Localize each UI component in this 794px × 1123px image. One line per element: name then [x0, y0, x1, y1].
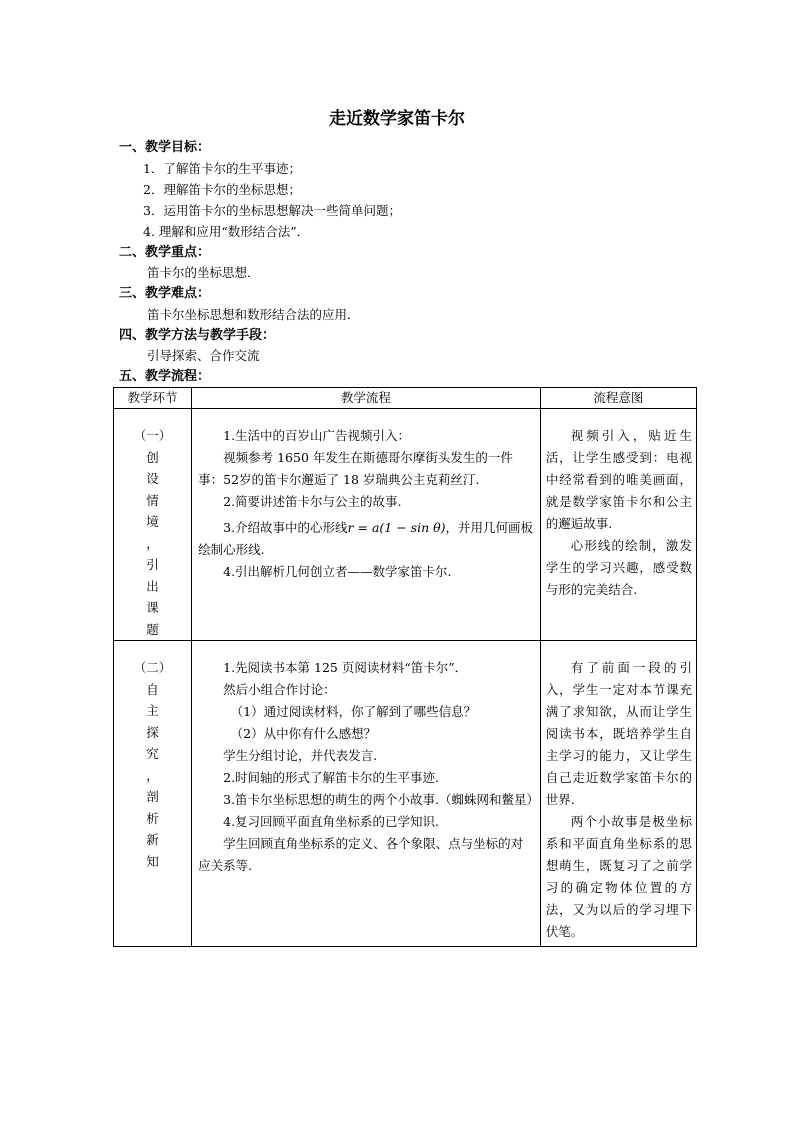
flow-heading: 五、教学流程：	[119, 369, 211, 384]
flow-line: 学生回顾直角坐标系的定义、各个象限、点与坐标的对应关系等.	[198, 836, 524, 873]
flow-line: 2.时间轴的形式了解笛卡尔的生平事迹.	[223, 770, 440, 785]
stage-char: 剖	[146, 789, 159, 804]
stage-char: ，	[146, 535, 159, 551]
flow-cell	[192, 409, 541, 641]
teaching-flow-table	[113, 387, 697, 947]
stage-char: ，	[146, 767, 159, 783]
goal-item: 3．运用笛卡尔的坐标思想解决一些简单问题；	[143, 203, 401, 218]
stage-char: 设	[146, 471, 159, 486]
stage-cell	[114, 641, 192, 947]
table-row	[114, 409, 697, 641]
intent-cell	[540, 409, 696, 641]
flow-line: （1）通过阅读材料，你了解到了哪些信息？	[230, 704, 477, 719]
stage-char: 创	[146, 449, 159, 465]
flow-line: 4.引出解析几何创立者——数学家笛卡尔.	[223, 564, 452, 579]
stage-char: 境	[146, 514, 159, 529]
stage-char: 析	[146, 810, 159, 826]
flow-line: 然后小组合作讨论：	[223, 682, 336, 697]
intent-paragraph: 有了前面一段的引入，学生一定对本节课充满了求知欲，从而让学生阅读书本，既培养学生自主学习的能力，又让学生自己走近数学家笛卡尔的世界.	[545, 660, 692, 807]
intent-paragraph: 两个小故事是极坐标系和平面直角坐标系的思想萌生，既复习了之前学习的确定物体位置的方法，又为以后的学习埋下伏笔。	[545, 814, 692, 939]
stage-char: 引	[146, 557, 159, 572]
flow-line: （2）从中你有什么感想？	[230, 726, 377, 741]
header-flow: 教学流程	[192, 388, 541, 409]
cardioid-formula: r = a(1 − sin θ)	[347, 520, 446, 535]
flow-line: 4.复习回顾平面直角坐标系的已学知识.	[223, 814, 440, 829]
flow-line: 1.先阅读书本第 125 页阅读材料“笛卡尔”．	[223, 660, 468, 675]
methods-text: 引导探索、合作交流	[147, 348, 260, 363]
intent-paragraph: 心形线的绘制，激发学生的学习兴趣，感受数与形的完美结合.	[545, 538, 692, 597]
stage-char: （一）	[133, 428, 172, 443]
stage-char: （二）	[133, 660, 172, 675]
stage-char: 自	[146, 681, 159, 697]
goal-item: 2．理解笛卡尔的坐标思想；	[143, 182, 301, 197]
stage-char: 情	[146, 492, 159, 508]
stage-char: 课	[146, 600, 159, 615]
header-intent: 流程意图	[540, 388, 696, 409]
goal-item: 1．了解笛卡尔的生平事迹；	[143, 161, 301, 176]
difficulty-heading: 三、教学难点：	[119, 286, 211, 301]
flow-line: 视频参考 1650 年发生在斯德哥尔摩街头发生的一件事：52岁的笛卡尔邂逅了 18 岁瑞典公主克莉丝汀.	[198, 450, 513, 487]
flow-line: 3.笛卡尔坐标思想的萌生的两个小故事.（蜘蛛网和鳖星）	[223, 792, 540, 807]
flow-line: 学生分组讨论，并代表发言.	[223, 748, 378, 763]
flow-line-cardioid	[198, 517, 534, 561]
header-stage: 教学环节	[114, 388, 192, 409]
flow-text: ，并用几何画板绘制心形线.	[198, 520, 534, 557]
page-title: 走近数学家笛卡尔	[329, 109, 465, 129]
stage-char: 题	[146, 621, 159, 637]
key-points-heading: 二、教学重点：	[119, 245, 211, 260]
stage-char: 主	[146, 703, 159, 718]
flow-cell	[192, 641, 541, 947]
intent-paragraph: 视频引入，贴近生活，让学生感受到：电视中经常看到的唯美画面，就是数学家笛卡尔和公主的邂逅故事.	[545, 428, 692, 531]
goal-item: 4. 理解和应用“数形结合法”．	[143, 224, 310, 239]
stage-cell	[114, 409, 192, 641]
difficulty-text: 笛卡尔坐标思想和数形结合法的应用．	[147, 307, 360, 322]
table-header-row	[114, 388, 697, 409]
stage-char: 知	[146, 853, 159, 869]
flow-line: 1.生活中的百岁山广告视频引入：	[223, 428, 411, 443]
goals-heading: 一、教学目标：	[119, 140, 211, 155]
stage-char: 探	[146, 724, 159, 740]
flow-text: 3.介绍故事中的心形线	[223, 520, 348, 535]
intent-cell	[540, 641, 696, 947]
flow-line: 2.简要讲述笛卡尔与公主的故事.	[223, 494, 402, 509]
stage-char: 究	[146, 746, 159, 761]
methods-heading: 四、教学方法与教学手段：	[119, 328, 276, 343]
table-row	[114, 641, 697, 947]
stage-char: 新	[146, 832, 159, 847]
stage-char: 出	[146, 578, 159, 594]
key-points-text: 笛卡尔的坐标思想．	[147, 265, 260, 280]
